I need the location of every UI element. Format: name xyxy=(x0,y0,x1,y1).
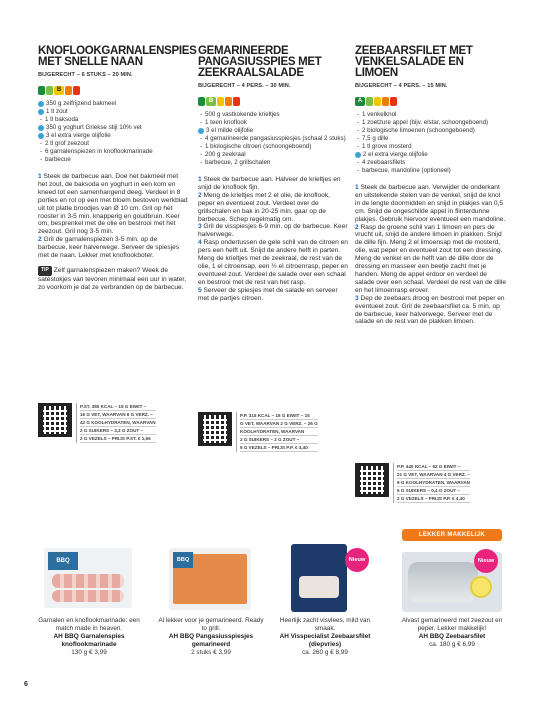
step-text: Rasp de groene schil van 1 limoen en pers de vrucht uit, snijd de andere limoen in plakken. Snijd de dille fijn. Meng 2 el limoensap met de mosterd, olie, wat peper en eventueel zout tot een dressing. Meng de venkel en de helft van de dille door de dressing en masseer een beetje zacht met je handen. Meng de appel erdoor en verdeel de salade over een schaal. Verdeel de rest van de dille en het limoenrasp erover. xyxy=(355,223,507,294)
recipe-pangasiusspies xyxy=(198,46,348,303)
step-text: Steek de barbecue aan. Verwijder de onderkant en uitstekende stelen van de venkel, snijd de knol in de lengte doormidden en snijd in plakjes van 0,5 cm. Snijd de ongeschilde appel in flinterdunne plakjes. Gebruik hiervoor eventueel een mandoline. xyxy=(355,184,506,223)
ingredient-item: - 7,5 g dille xyxy=(355,135,507,143)
product-image-garnalenspies[interactable] xyxy=(38,536,138,612)
nieuw-badge: Nieuw xyxy=(345,548,369,572)
nutrition-line: 2 G SUIKERS – 2 G ZOUT – xyxy=(240,436,318,444)
product-desc: Alvast gemarineerd met zeezout en peper. Lekker makkelijk! xyxy=(401,617,503,632)
recipe-steps xyxy=(198,176,348,303)
ingredient-item: 2 el extra vierge olijfolie xyxy=(355,151,507,159)
recipe-meta: BIJGERECHT – 6 STUKS – 20 MIN. xyxy=(38,72,133,78)
ingredient-list xyxy=(355,111,507,175)
product-image-pangasius[interactable] xyxy=(165,536,255,612)
recipe-garnalenspies xyxy=(38,45,197,292)
recipe-step xyxy=(355,184,507,224)
ingredient-item: - 1 teen knoflook xyxy=(198,119,348,127)
ingredient-item: 3 el extra vierge olijfolie xyxy=(38,132,188,140)
nutrition-line: 42 G KOOLHYDRATEN, WAARVAN xyxy=(80,420,156,425)
ingredient-item: 3 el milde olijfolie xyxy=(198,127,348,135)
product-name: AH BBQ Zeebaarsfilet xyxy=(418,633,486,640)
recipe-meta: BIJGERECHT – 4 PERS. – 15 MIN. xyxy=(355,83,448,89)
step-text: Steek de barbecue aan. Doe het bakmeel met het zout, de baksoda en yoghurt in een kom en kneed tot een samenhangend deeg. Verdeel in 8 porties en rol op een met bloem bestoven werkblad uit tot platte broodjes van Ø 10 cm. Gril op het rooster in 3-5 min. knapperig en goudbruin. Keer om, besprenkel met de olie en bestrooi met het zeezout. Gril nog 3-5 min. xyxy=(38,173,188,236)
product-price: ca. 260 g € 8,99 xyxy=(302,649,348,656)
product-caption xyxy=(392,617,512,649)
recipe-steps xyxy=(355,184,507,326)
nutrition-line: 5 G VEZELS – PRIJS P.P. € 4,40 xyxy=(240,444,318,452)
nutrition-line: 2 G VEZELS – PRIJS P.ST. € 1,55 xyxy=(80,435,156,443)
recipe-step xyxy=(38,173,188,236)
step-number: 2 xyxy=(198,191,202,199)
ingredient-item: - 1 tl grove mosterd xyxy=(355,143,507,151)
nutrition-line: 21 G VET, WAARVAN 4 G VERZ. – xyxy=(397,472,470,477)
recipe-step xyxy=(198,239,348,286)
product-desc: Al lekker voor je gemarineerd. Ready to grill. xyxy=(158,617,264,632)
recipe-step xyxy=(355,224,507,295)
step-text: Steek de barbecue aan. Halveer de krieltjes en snijd de knoflook fijn. xyxy=(198,176,341,191)
step-text: Serveer de spiesjes met de salade en serveer met de partjes citroen. xyxy=(198,286,338,302)
step-number: 3 xyxy=(355,294,359,302)
product-image-zeebaarsfilet[interactable] xyxy=(400,536,504,612)
ingredient-list xyxy=(198,111,348,167)
tip-text: Zelf garnalenspiezen maken? Week de satéstokjes van tevoren minimaal een uur in water, zo voorkom je dat ze verbranden op de barbecue. xyxy=(38,266,187,291)
nutrition-line: 2 G VEZELS – PRIJS P.P. € 4,40 xyxy=(397,495,470,503)
step-number: 4 xyxy=(198,239,202,247)
nutrition-line: P.P. 315 KCAL – 16 G EIWIT – 15 xyxy=(240,412,318,420)
nutrition-info xyxy=(38,403,156,443)
recipe-step xyxy=(38,236,188,260)
page-number: 6 xyxy=(24,681,28,688)
nieuw-badge: Nieuw xyxy=(474,549,498,573)
product-image-zeebaars-diepvries[interactable] xyxy=(285,536,355,612)
bbq-label: BBQ xyxy=(173,552,193,568)
product-price: ca. 180 g € 6,99 xyxy=(429,641,475,648)
recipe-title: GEMARINEERDE PANGASIUSSPIES MET ZEEKRAALSALADE xyxy=(198,45,322,79)
ingredient-item: - barbecue, 2 grillschalen xyxy=(198,159,348,167)
recipe-zeebaarsfilet xyxy=(355,46,507,326)
ingredient-list xyxy=(38,100,188,164)
ingredient-item: - 1 venkelknol xyxy=(355,111,507,119)
product-desc: Garnalen en knoflookmarinade: een match made in heaven. xyxy=(38,617,140,632)
product-name: AH Visspecialist Zeebaarsfilet (diepvries) xyxy=(279,633,371,648)
step-number: 3 xyxy=(198,223,202,231)
recipe-steps xyxy=(38,173,188,260)
nutri-score-icon: B xyxy=(38,86,188,95)
qr-code-icon[interactable] xyxy=(198,412,232,446)
tip xyxy=(38,266,188,292)
ingredient-item: - barbecue xyxy=(38,156,188,164)
product-name: AH BBQ Pangasiusspiesjes gemarineerd xyxy=(168,633,254,648)
nutri-score-icon: A xyxy=(355,97,507,106)
nutrition-line: 2 G SUIKERS – 3,3 G ZOUT – xyxy=(80,427,156,435)
nutrition-line: P.P. 440 KCAL – 52 G EIWIT – xyxy=(397,463,470,471)
recipe-step xyxy=(355,295,507,327)
product-name: AH BBQ Garnalenspies knoflookmarinade xyxy=(53,633,125,648)
recipe-step xyxy=(198,287,348,303)
step-text: Gril de visspiesjes 6-9 min. op de barbecue. Keer halverwege. xyxy=(198,223,348,239)
ingredient-item: - 2 biologische limoenen (schoongeboend) xyxy=(355,127,507,135)
step-text: Rasp ondertussen de gele schil van de citroen en pers een helft uit. Snijd de andere helft in parten. Meng de krieltjes met de zeekraal, de rest van de olie, 1 el citroensap, een ½ el citroenrasp, peper en eventueel zout. Verdeel de salade over een schaal en bestrooi met de rest van het rasp. xyxy=(198,239,348,286)
recipe-step xyxy=(198,192,348,224)
product-price: 2 stuks € 3,99 xyxy=(191,649,231,656)
step-text: Meng de krieltjes met 2 el olie, de knoflook, peper en eventueel zout. Verdeel over de grillschalen en bak in 20-25 min. gaar op de barbecue. Schep regelmatig om. xyxy=(198,191,330,223)
ingredient-item: - 1 tl baksoda xyxy=(38,116,188,124)
bbq-label: BBQ xyxy=(48,552,78,570)
nutrition-line: 9 G KOOLHYDRATEN, WAARVAN xyxy=(397,480,470,485)
product-caption xyxy=(155,617,267,657)
ingredient-item: 350 g zelfrijzend bakmeel xyxy=(38,100,188,108)
nutri-score-icon: B xyxy=(198,97,348,106)
step-text: Dep de zeebaars droog en bestrooi met peper en eventueel zout. Gril de zeebaarsfilet ca. 5 min. op de barbecue, keer halverwege. Serveer met de salade en de rest van de plakken limoen. xyxy=(355,294,505,326)
nutrition-line: KOOLHYDRATEN, WAARVAN xyxy=(240,428,318,436)
nutrition-line: G VET, WAARVAN 2 G VERZ. – 26 G xyxy=(240,421,318,426)
nutrition-line: 5 G SUIKERS – 0,4 G ZOUT – xyxy=(397,487,470,495)
step-text: Gril de garnalenspiezen 3-5 min. op de barbecue, keer halverwege. Serveer de spiesjes met de naan. Lekker met knoflookboter. xyxy=(38,236,180,260)
ingredient-item: - 4 gemarineerde pangasiusspiesjes (schaal 2 stuks) xyxy=(198,135,348,143)
step-number: 1 xyxy=(355,184,359,191)
product-caption xyxy=(272,617,378,657)
nutrition-info xyxy=(355,463,470,503)
step-number: 5 xyxy=(198,286,202,294)
ingredient-item: 1 tl zout xyxy=(38,108,188,116)
ingredient-item: - 1 zoetzure appel (bijv. elstar, schoongeboend) xyxy=(355,119,507,127)
recipe-step xyxy=(198,176,348,192)
ingredient-item: - 1 biologische citroen (schoongeboend) xyxy=(198,143,348,151)
recipe-meta: BIJGERECHT – 4 PERS. – 30 MIN. xyxy=(198,83,291,89)
recipe-title: KNOFLOOKGARNALENSPIES MET SNELLE NAAN xyxy=(38,45,197,68)
recipe-title: ZEEBAARSFILET MET VENKELSALADE EN LIMOEN xyxy=(355,45,473,79)
ingredient-item: - barbecue, mandoline (optioneel) xyxy=(355,167,507,175)
step-number: 2 xyxy=(38,236,42,244)
qr-code-icon[interactable] xyxy=(38,403,72,437)
product-caption xyxy=(30,617,148,657)
step-number: 1 xyxy=(38,173,42,180)
qr-code-icon[interactable] xyxy=(355,463,389,497)
nutrition-line: 16 G VET, WAARVAN 6 G VERZ. – xyxy=(80,411,156,419)
product-price: 130 g € 3,99 xyxy=(71,649,107,656)
step-number: 2 xyxy=(355,223,359,231)
step-number: 1 xyxy=(198,176,202,183)
lekker-makkelijk-banner: LEKKER MAKKELIJK xyxy=(402,529,502,541)
product-desc: Heerlijk zacht visvlees, mild van smaak. xyxy=(279,617,371,632)
nutrition-line: P.ST. 380 KCAL – 16 G EIWIT – xyxy=(80,403,156,411)
nutrition-lines xyxy=(236,412,318,452)
ingredient-item: - 4 zeebaarsfilets xyxy=(355,159,507,167)
nutrition-lines xyxy=(393,463,470,503)
tip-badge: TIP xyxy=(38,266,52,276)
ingredient-item: - 6 garnalenspiezen in knoflookmarinade xyxy=(38,148,188,156)
ingredient-item: - 500 g vastkokende krieltjes xyxy=(198,111,348,119)
ingredient-item: 350 g yoghurt Griekse stijl 10% vet xyxy=(38,124,188,132)
ingredient-item: - 200 g zeekraal xyxy=(198,151,348,159)
recipe-step xyxy=(198,223,348,239)
ingredient-item: - 2 tl grof zeezout xyxy=(38,140,188,148)
nutrition-lines xyxy=(76,403,156,443)
nutrition-info xyxy=(198,412,318,452)
